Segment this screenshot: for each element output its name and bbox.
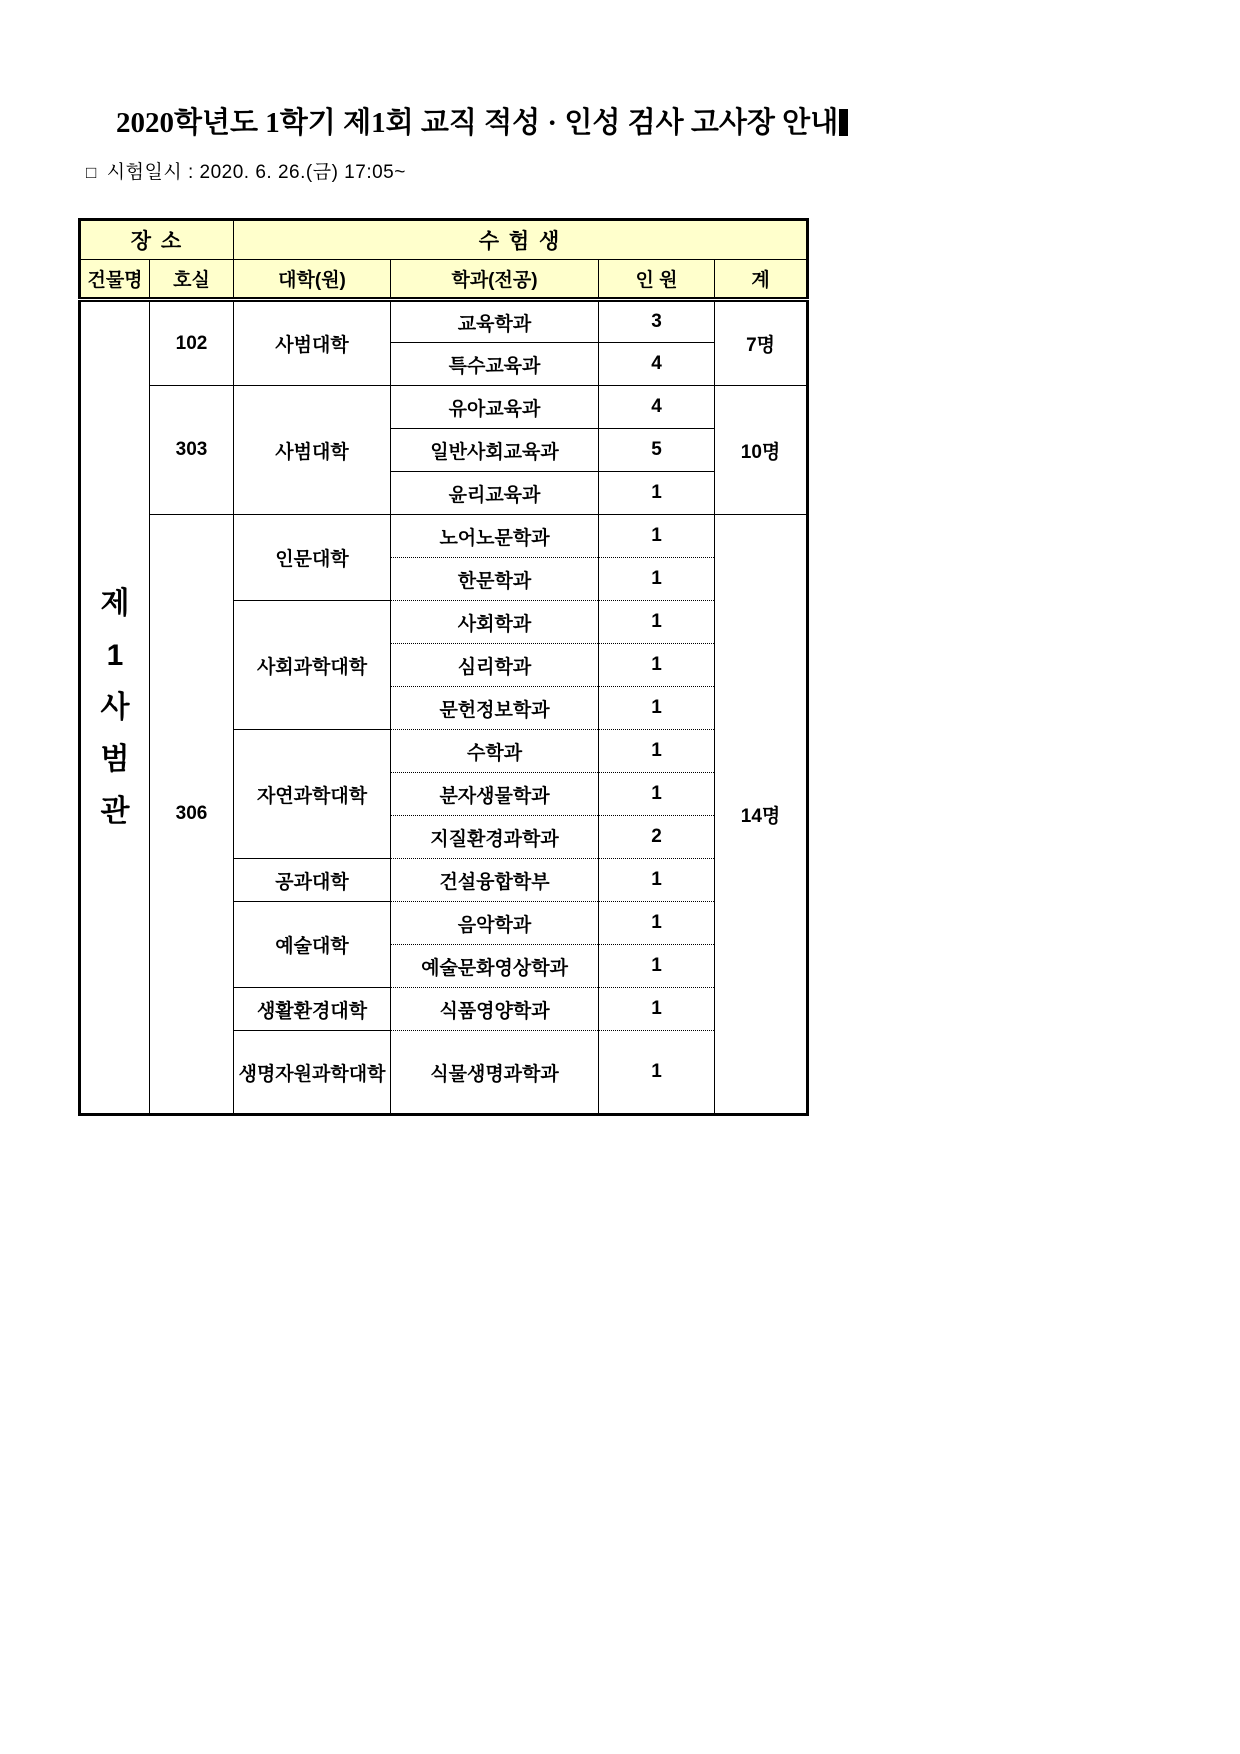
department-cell: 식물생명과학과	[391, 1031, 599, 1115]
header-total: 계	[715, 260, 808, 300]
department-cell: 수학과	[391, 730, 599, 773]
college-cell: 생명자원과학대학	[234, 1031, 391, 1115]
table-header-row	[80, 260, 808, 300]
table-row	[80, 386, 808, 429]
department-cell: 사회학과	[391, 601, 599, 644]
total-cell: 10명	[715, 386, 808, 515]
table-row	[80, 515, 808, 558]
count-cell: 1	[599, 945, 715, 988]
count-cell: 1	[599, 730, 715, 773]
count-cell: 1	[599, 687, 715, 730]
college-cell: 사회과학대학	[234, 601, 391, 730]
building-name-char: 제	[100, 586, 130, 620]
count-cell: 1	[599, 472, 715, 515]
department-cell: 특수교육과	[391, 343, 599, 386]
count-cell: 4	[599, 386, 715, 429]
building-name-char: 범	[100, 742, 130, 776]
building-cell	[80, 300, 150, 1115]
exam-datetime-text: 시험일시 : 2020. 6. 26.(금) 17:05~	[106, 162, 406, 183]
department-cell: 유아교육과	[391, 386, 599, 429]
page-title	[116, 100, 848, 141]
count-cell: 1	[599, 902, 715, 945]
header-place: 장 소	[80, 220, 234, 260]
header-building-name: 건물명	[80, 260, 150, 300]
count-cell: 1	[599, 558, 715, 601]
college-cell: 예술대학	[234, 902, 391, 988]
department-cell: 분자생물학과	[391, 773, 599, 816]
table-header	[80, 220, 808, 300]
text-cursor	[839, 109, 848, 136]
table-group-header-row	[80, 220, 808, 260]
college-cell: 공과대학	[234, 859, 391, 902]
header-count: 인 원	[599, 260, 715, 300]
count-cell: 5	[599, 429, 715, 472]
header-examinees: 수 험 생	[234, 220, 808, 260]
room-cell: 102	[150, 300, 234, 386]
count-cell: 4	[599, 343, 715, 386]
college-cell: 사범대학	[234, 386, 391, 515]
total-cell: 7명	[715, 300, 808, 386]
table-body	[80, 300, 808, 1115]
department-cell: 문헌정보학과	[391, 687, 599, 730]
department-cell: 식품영양학과	[391, 988, 599, 1031]
department-cell: 노어노문학과	[391, 515, 599, 558]
count-cell: 1	[599, 859, 715, 902]
count-cell: 1	[599, 988, 715, 1031]
department-cell: 예술문화영상학과	[391, 945, 599, 988]
department-cell: 지질환경과학과	[391, 816, 599, 859]
college-cell: 사범대학	[234, 300, 391, 386]
department-cell: 건설융합학부	[391, 859, 599, 902]
count-cell: 1	[599, 1031, 715, 1115]
total-cell: 14명	[715, 515, 808, 1115]
college-cell: 생활환경대학	[234, 988, 391, 1031]
header-room-number: 호실	[150, 260, 234, 300]
department-cell: 일반사회교육과	[391, 429, 599, 472]
count-cell: 1	[599, 515, 715, 558]
building-name-char: 사	[100, 690, 130, 724]
header-department: 학과(전공)	[391, 260, 599, 300]
department-cell: 윤리교육과	[391, 472, 599, 515]
room-cell: 303	[150, 386, 234, 515]
department-cell: 음악학과	[391, 902, 599, 945]
college-cell: 자연과학대학	[234, 730, 391, 859]
building-name-char: 관	[100, 794, 130, 828]
exam-datetime-line	[86, 157, 406, 184]
count-cell: 1	[599, 773, 715, 816]
college-cell: 인문대학	[234, 515, 391, 601]
page-title-text: 2020학년도 1학기 제1회 교직 적성 · 인성 검사 고사장 안내	[116, 107, 839, 139]
department-cell: 교육학과	[391, 300, 599, 343]
count-cell: 1	[599, 601, 715, 644]
count-cell: 3	[599, 300, 715, 343]
checkbox-bullet-icon: □	[86, 163, 97, 182]
table-row	[80, 300, 808, 343]
header-college: 대학(원)	[234, 260, 391, 300]
count-cell: 2	[599, 816, 715, 859]
department-cell: 한문학과	[391, 558, 599, 601]
building-name-char: 1	[106, 638, 124, 672]
count-cell: 1	[599, 644, 715, 687]
department-cell: 심리학과	[391, 644, 599, 687]
room-cell: 306	[150, 515, 234, 1115]
exam-room-table	[78, 218, 809, 1116]
